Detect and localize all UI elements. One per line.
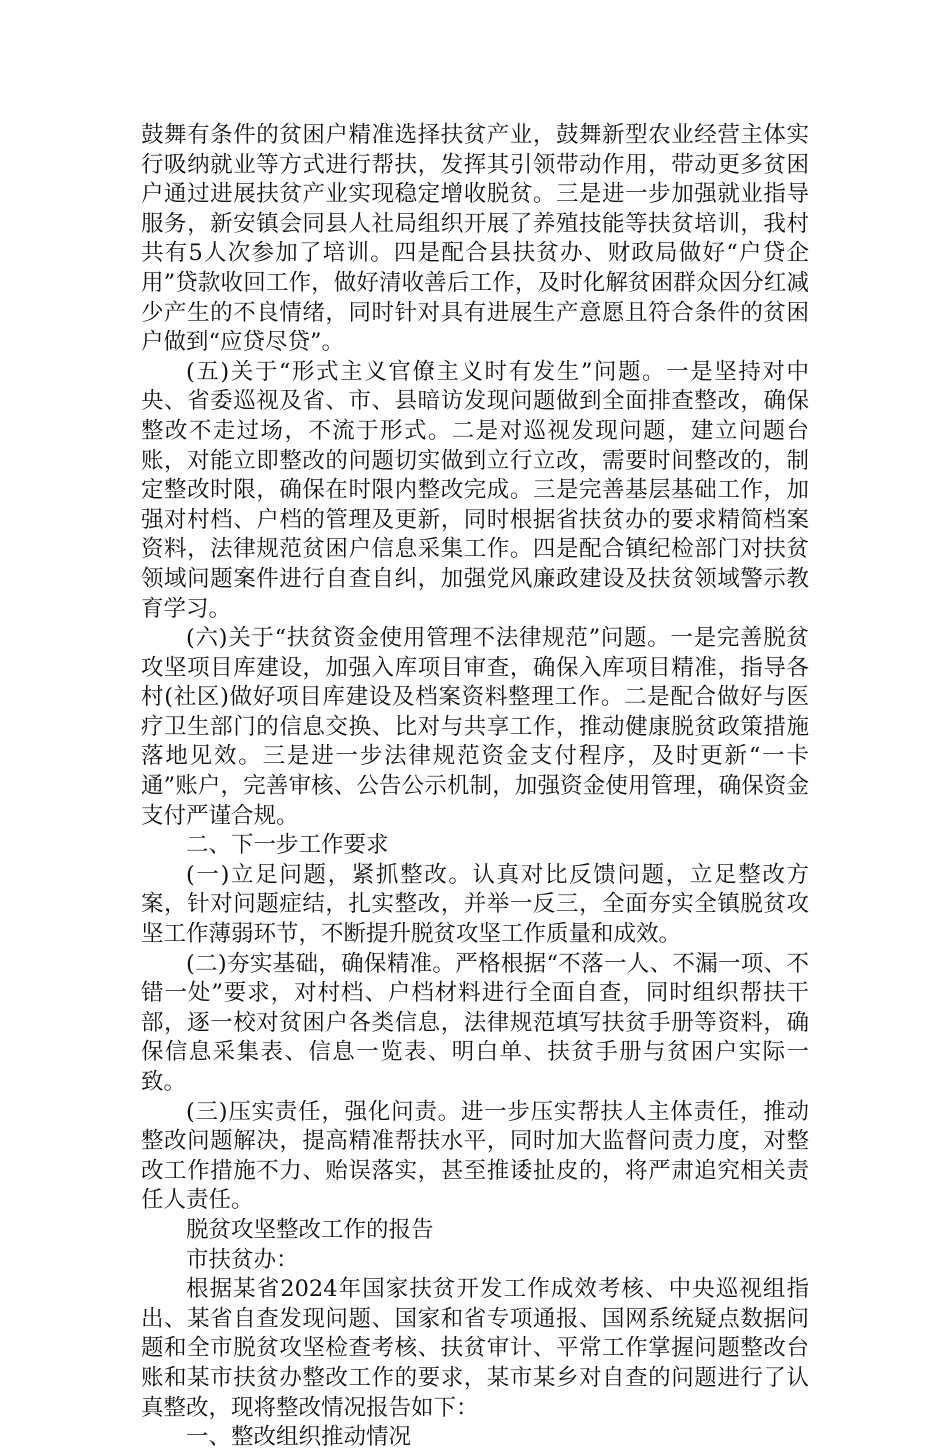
report-title: 脱贫攻坚整改工作的报告 bbox=[186, 1216, 434, 1243]
section-heading-next-steps: 二、下一步工作要求 bbox=[186, 832, 389, 859]
paragraph-requirement-1: (一)立足问题，紧抓整改。认真对比反馈问题，立足整改方案，针对问题症结，扎实整改，并举一反三，全面夯实全镇脱贫攻坚工作薄弱环节，不断提升脱贫攻坚工作质量和成效。 bbox=[141, 861, 809, 948]
report-recipient: 市扶贫办： bbox=[186, 1246, 299, 1273]
paragraph-continued-text: 鼓舞有条件的贫困户精准选择扶贫产业，鼓舞新型农业经营主体实行吸纳就业等方式进行帮扶，发挥其引领带动作用，带动更多贫困户通过进展扶贫产业实现稳定增收脱贫。三是进一步加强就业指导服务，新安镇会同县人社局组织开展了养殖技能等扶贫培训，我村共有5人次参加了培训。四是配合县扶贫办、财政局做好“户贷企用”贷款收回工作，做好清收善后工作，及时化解贫困群众因分红减少产生的不良情绪，同时针对具有进展生产意愿且符合条件的贫困户做到“应贷尽贷”。 bbox=[141, 122, 809, 356]
paragraph-item-6: (六)关于“扶贫资金使用管理不法律规范”问题。一是完善脱贫攻坚项目库建设，加强入库项目审查，确保入库项目精准，指导各村(社区)做好项目库建设及档案资料整理工作。二是配合做好与医疗卫生部门的信息交换、比对与共享工作，推动健康脱贫政策措施落地见效。三是进一步法律规范资金支付程序，及时更新“一卡通”账户，完善审核、公告公示机制，加强资金使用管理，确保资金支付严谨合规。 bbox=[141, 625, 809, 829]
paragraph-requirement-2: (二)夯实基础，确保精准。严格根据“不落一人、不漏一项、不错一处”要求，对村档、户档材料进行全面自查，同时组织帮扶干部，逐一校对贫困户各类信息，法律规范填写扶贫手册等资料，确保信息采集表、信息一览表、明白单、扶贫手册与贫困户实际一致。 bbox=[141, 950, 809, 1095]
paragraph-requirement-3: (三)压实责任，强化问责。进一步压实帮扶人主体责任，推动整改问题解决，提高精准帮扶水平，同时加大监督问责力度，对整改工作措施不力、贻误落实，甚至推诿扯皮的，将严肃追究相关责任人责任。 bbox=[141, 1098, 809, 1214]
report-intro-paragraph: 根据某省2024年国家扶贫开发工作成效考核、中央巡视组指出、某省自查发现问题、国家和省专项通报、国网系统疑点数据问题和全市脱贫攻坚检查考核、扶贫审计、平常工作掌握问题整改台账和某市扶贫办整改工作的要求，某市某乡对自查的问题进行了认真整改，现将整改情况报告如下： bbox=[141, 1276, 809, 1421]
paragraph-item-5: (五)关于“形式主义官僚主义时有发生”问题。一是坚持对中央、省委巡视及省、市、县暗访发现问题做到全面排查整改，确保整改不走过场，不流于形式。二是对巡视发现问题，建立问题台账，对能立即整改的问题切实做到立行立改，需要时间整改的，制定整改时限，确保在时限内整改完成。三是完善基层基础工作，加强对村档、户档的管理及更新，同时根据省扶贫办的要求精简档案资料，法律规范贫困户信息采集工作。四是配合镇纪检部门对扶贫领域问题案件进行自查自纠，加强党风廉政建设及扶贫领域警示教育学习。 bbox=[141, 358, 809, 622]
document-body bbox=[141, 121, 809, 1453]
section-heading-organization: 一、整改组织推动情况 bbox=[186, 1424, 412, 1451]
